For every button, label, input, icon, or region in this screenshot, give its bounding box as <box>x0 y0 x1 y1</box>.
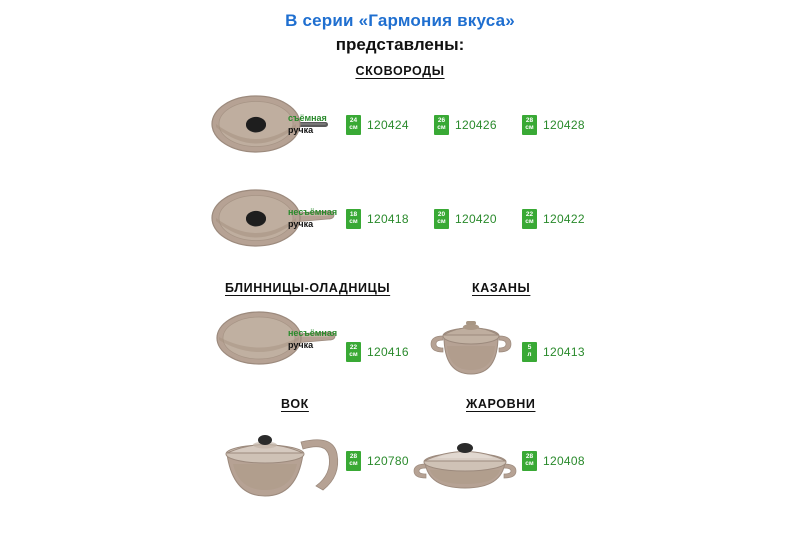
item-code-120413 <box>522 342 585 362</box>
wok-illustration <box>215 418 350 508</box>
size-badge-28-roaster: 28 см <box>522 451 537 471</box>
item-code-120424 <box>346 115 409 135</box>
size-badge-28-wok: 28 см <box>346 451 361 471</box>
size-badge-22: 22 см <box>522 209 537 229</box>
page-title-line-2: представлены: <box>335 35 465 54</box>
kazan-illustration <box>425 302 525 378</box>
page-title-line-1: В серии «Гармония вкуса» <box>285 11 515 30</box>
size-badge-28: 28 см <box>522 115 537 135</box>
code-label-120428: 120428 <box>543 117 585 132</box>
size-badge-20: 20 см <box>434 209 449 229</box>
section-heading-roaster: ЖАРОВНИ <box>466 397 536 411</box>
item-code-120418 <box>346 209 409 229</box>
code-label-120408: 120408 <box>543 453 585 468</box>
code-label-120418: 120418 <box>367 211 409 226</box>
item-code-120420 <box>434 209 497 229</box>
size-badge-22-pancake: 22 см <box>346 342 361 362</box>
size-badge-5l: 5 л <box>522 342 537 362</box>
handle-note-removable-line2: ручка <box>288 125 314 135</box>
section-heading-wok: ВОК <box>281 397 309 411</box>
handle-note-fixed-line2: ручка <box>288 219 314 229</box>
item-code-120416 <box>346 342 409 362</box>
handle-note-fixed-line1: несъёмная <box>288 207 338 217</box>
handle-note-fixed <box>288 206 337 230</box>
item-code-120780 <box>346 451 409 471</box>
section-heading-kazan: КАЗАНЫ <box>472 281 531 295</box>
item-code-120426 <box>434 115 497 135</box>
code-label-120420: 120420 <box>455 211 497 226</box>
size-badge-18: 18 см <box>346 209 361 229</box>
item-code-120422 <box>522 209 585 229</box>
page-title <box>0 10 800 56</box>
code-label-120424: 120424 <box>367 117 409 132</box>
handle-note-fixed-pancake-line2: ручка <box>288 340 314 350</box>
size-badge-24: 24 см <box>346 115 361 135</box>
item-code-120428 <box>522 115 585 135</box>
section-heading-pans: СКОВОРОДЫ <box>355 64 445 78</box>
roaster-illustration <box>408 418 528 498</box>
handle-note-fixed-pancake <box>288 327 337 351</box>
handle-note-removable-line1: съёмная <box>288 113 327 123</box>
code-label-120426: 120426 <box>455 117 497 132</box>
section-heading-pancake: БЛИННИЦЫ-ОЛАДНИЦЫ <box>225 281 391 295</box>
code-label-120413: 120413 <box>543 344 585 359</box>
code-label-120416: 120416 <box>367 344 409 359</box>
code-label-120422: 120422 <box>543 211 585 226</box>
code-label-120780: 120780 <box>367 453 409 468</box>
item-code-120408 <box>522 451 585 471</box>
handle-note-removable <box>288 112 327 136</box>
handle-note-fixed-pancake-line1: несъёмная <box>288 328 338 338</box>
size-badge-26: 26 см <box>434 115 449 135</box>
